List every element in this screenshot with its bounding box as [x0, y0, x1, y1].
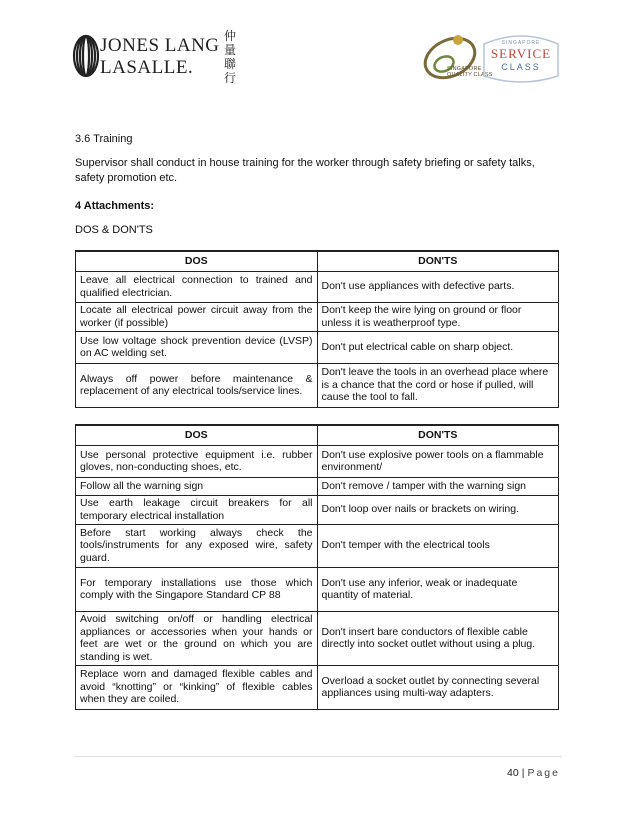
table-header-row — [76, 425, 559, 445]
donts-cell: Don't use explosive power tools on a flammable environment/ — [317, 445, 559, 477]
donts-cell: Don't keep the wire lying on ground or floor unless it is weatherproof type. — [317, 302, 559, 331]
page-word: Page — [527, 767, 560, 779]
table-header-row — [76, 251, 559, 271]
footer-separator: | — [521, 767, 525, 779]
cjk-char: 行 — [223, 71, 236, 85]
column-header-donts: DON'TS — [317, 251, 559, 271]
training-paragraph: Supervisor shall conduct in house training for the worker through safety briefing or safety talks, safety promotion etc. — [75, 157, 535, 184]
logo-line-2: LASALLE. — [100, 57, 194, 78]
column-header-donts: DON'TS — [317, 425, 559, 445]
page-number: 40 — [507, 767, 519, 779]
donts-cell: Don't loop over nails or brackets on wiring. — [317, 495, 559, 524]
table-row — [76, 524, 559, 567]
footer-divider — [74, 756, 562, 757]
jll-cjk-name — [222, 29, 238, 85]
dos-cell: Follow all the warning sign — [76, 477, 318, 495]
ssc-class-label: CLASS — [501, 62, 541, 72]
dos-cell: Use personal protective equipment i.e. rubber gloves, non-conducting shoes, etc. — [76, 445, 318, 477]
section-heading: 3.6 Training — [75, 133, 133, 145]
attachments-heading: 4 Attachments: — [75, 200, 155, 212]
donts-cell: Overload a socket outlet by connecting several appliances using multi-way adapters. — [317, 665, 559, 709]
cjk-char: 聯 — [223, 57, 236, 71]
dos-cell: For temporary installations use those which comply with the Singapore Standard CP 88 — [76, 567, 318, 611]
ssc-top-label: SINGAPORE — [501, 40, 541, 46]
dos-cell: Before start working always check the tools/instruments for any exposed wire, safety guard. — [76, 524, 318, 567]
table-row — [76, 611, 559, 665]
table-row — [76, 495, 559, 524]
donts-cell: Don't leave the tools in an overhead place where is a chance that the cord or hose if pulled, will cause the tool to fall. — [317, 363, 559, 407]
singapore-service-class-icon — [476, 26, 566, 90]
table-row — [76, 302, 559, 331]
donts-cell: Don't temper with the electrical tools — [317, 524, 559, 567]
dos-cell: Replace worn and damaged flexible cables and avoid “knotting” or “kinking” of flexible cables when they are coiled. — [76, 665, 318, 709]
dos-donts-table-2 — [75, 424, 559, 710]
page-header — [0, 0, 638, 100]
donts-cell: Don't remove / tamper with the warning sign — [317, 477, 559, 495]
donts-cell: Don't put electrical cable on sharp object. — [317, 331, 559, 363]
donts-cell: Don't use any inferior, weak or inadequate quantity of material. — [317, 567, 559, 611]
table-row — [76, 331, 559, 363]
donts-cell: Don't insert bare conductors of flexible cable directly into socket outlet without using a plug. — [317, 611, 559, 665]
sqc-line-2: QUALITY CLASS — [447, 72, 493, 78]
dos-cell: Locate all electrical power circuit away from the worker (if possible) — [76, 302, 318, 331]
dos-cell: Always off power before maintenance & replacement of any electrical tools/service lines. — [76, 363, 318, 407]
table-row — [76, 477, 559, 495]
jll-wordmark — [100, 35, 220, 79]
cjk-char: 量 — [223, 43, 236, 57]
table-row — [76, 363, 559, 407]
dos-donts-table-1 — [75, 250, 559, 408]
dos-cell: Use earth leakage circuit breakers for all temporary electrical installation — [76, 495, 318, 524]
dos-cell: Use low voltage shock prevention device (LVSP) on AC welding set. — [76, 331, 318, 363]
table-row — [76, 665, 559, 709]
table-row — [76, 567, 559, 611]
dos-cell: Leave all electrical connection to trained and qualified electrician. — [76, 271, 318, 302]
page-footer — [507, 767, 560, 779]
dos-donts-title: DOS & DON'TS — [75, 224, 153, 236]
cjk-char: 仲 — [223, 29, 236, 43]
sqc-line-1: SINGAPORE — [447, 66, 482, 72]
dos-cell: Avoid switching on/off or handling electrical appliances or accessories when your hands or feet are wet or the ground on which you are standing is wet. — [76, 611, 318, 665]
donts-cell: Don't use appliances with defective parts. — [317, 271, 559, 302]
logo-line-1: JONES LANG — [100, 35, 220, 56]
column-header-dos: DOS — [76, 251, 318, 271]
column-header-dos: DOS — [76, 425, 318, 445]
table-row — [76, 445, 559, 477]
table-row — [76, 271, 559, 302]
ssc-service-label: SERVICE — [490, 46, 552, 61]
